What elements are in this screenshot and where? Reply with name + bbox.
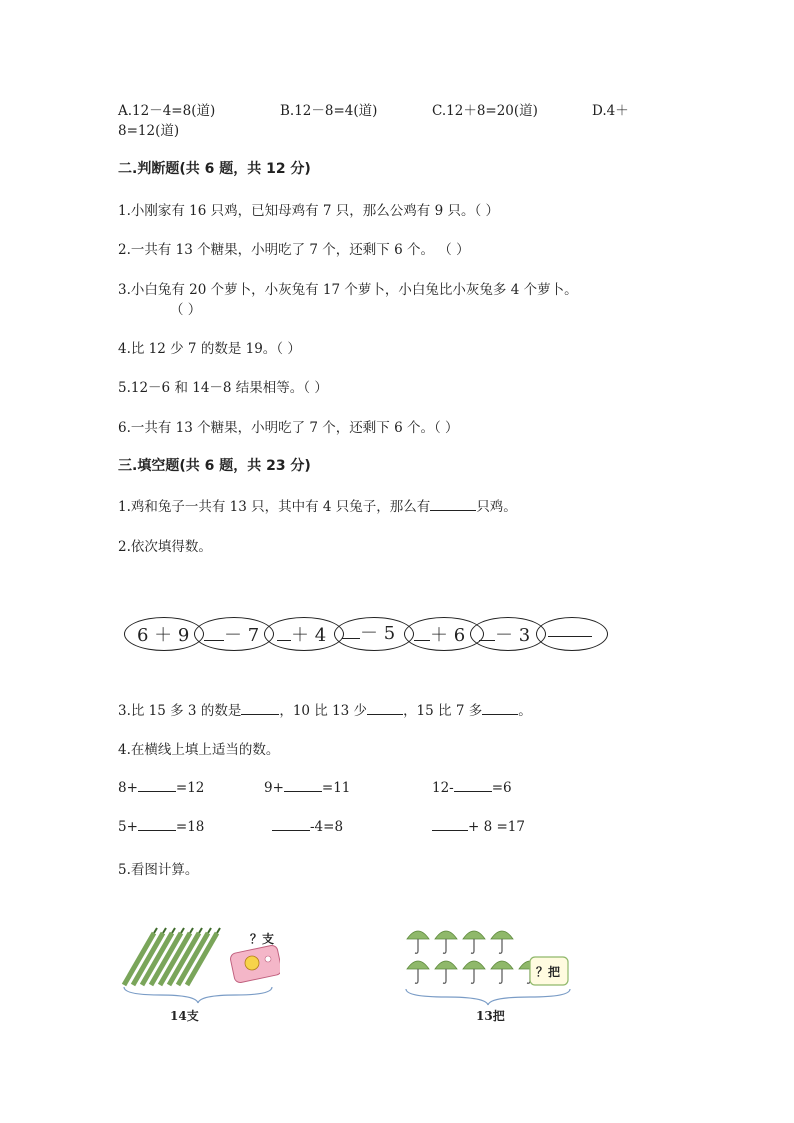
chain-step-2 — [277, 621, 326, 647]
umbrella-icon — [435, 931, 457, 939]
fill-question-1 — [118, 495, 517, 515]
umbrella-icon — [491, 931, 513, 939]
chain-result — [548, 621, 592, 642]
equation-6-right: + 8 =17 — [468, 819, 525, 835]
fill-question-1-tail: 只鸡。 — [476, 499, 517, 515]
equation-5-right: -4=8 — [310, 819, 344, 835]
answer-blank[interactable] — [367, 702, 403, 715]
option-d: D.4＋ — [592, 103, 629, 119]
answer-blank[interactable] — [277, 626, 291, 641]
picture-umbrellas — [402, 925, 577, 1025]
judgement-question-1: 1.小刚家有 16 只鸡，已知母鸡有 7 只，那么公鸡有 9 只。（ ） — [118, 203, 500, 219]
judgement-question-3-paren: （ ） — [170, 302, 202, 318]
option-d-continued: 8=12(道) — [118, 123, 180, 139]
chain-step-5 — [479, 621, 530, 647]
answer-blank[interactable] — [454, 779, 492, 792]
answer-blank[interactable] — [482, 702, 518, 715]
equation-4 — [118, 818, 204, 835]
pencil-tip-icon — [208, 928, 211, 933]
equation-1-left: 8+ — [118, 780, 138, 796]
fill-question-1-text: 1.鸡和兔子一共有 13 只，其中有 4 只兔子，那么有 — [118, 499, 431, 515]
equation-2-right: =11 — [321, 780, 351, 796]
equation-5 — [272, 818, 343, 835]
fill-question-2: 2.依次填得数。 — [118, 539, 212, 555]
equation-4-left: 5+ — [118, 819, 138, 835]
pencil-unknown-label: ？支 — [250, 932, 275, 946]
pencil-tip-icon — [154, 928, 157, 933]
fill-question-5: 5.看图计算。 — [118, 862, 199, 878]
equation-1-right: =12 — [175, 780, 205, 796]
judgement-question-6: 6.一共有 13 个糖果，小明吃了 7 个，还剩下 6 个。（ ） — [118, 420, 459, 436]
picture-pencils — [120, 925, 280, 1025]
judgement-question-2: 2.一共有 13 个糖果，小明吃了 7 个，还剩下 6 个。 （ ） — [118, 242, 470, 258]
equation-2 — [264, 779, 350, 796]
judgement-question-5: 5.12－6 和 14－8 结果相等。（ ） — [118, 380, 328, 396]
umbrella-icon — [435, 961, 457, 969]
chain-start: 6 ＋ 9 — [137, 625, 190, 646]
answer-blank[interactable] — [432, 818, 468, 831]
chain-step-3 — [342, 619, 395, 645]
equation-6 — [432, 818, 525, 835]
chain-op-1: － 7 — [224, 625, 260, 646]
umbrella-set-icon — [407, 931, 541, 983]
umbrella-handle-icon — [415, 969, 418, 983]
section-title-judgement: 二.判断题(共 6 题，共 12 分) — [118, 161, 311, 177]
pencil-tip-icon — [217, 928, 220, 933]
answer-blank[interactable] — [138, 779, 176, 792]
fill-question-3-part-b: ，10 比 13 少 — [279, 703, 368, 719]
answer-blank[interactable] — [479, 626, 495, 641]
answer-blank[interactable] — [548, 622, 592, 637]
pencil-tip-icon — [181, 928, 184, 933]
fill-question-3 — [118, 699, 532, 719]
pencil-tip-icon — [199, 928, 202, 933]
chain-step-1 — [204, 621, 259, 647]
umbrella-icon — [407, 931, 429, 939]
equation-1 — [118, 779, 204, 796]
umbrella-handle-icon — [443, 939, 446, 953]
answer-blank[interactable] — [204, 626, 224, 641]
umbrella-icon — [407, 961, 429, 969]
option-c: C.12＋8=20(道) — [432, 103, 538, 119]
answer-blank[interactable] — [138, 818, 176, 831]
option-a: A.12－4=8(道) — [118, 103, 216, 119]
brace-icon — [124, 987, 272, 1003]
chain-op-5: － 3 — [495, 625, 531, 646]
judgement-question-3: 3.小白兔有 20 个萝卜，小灰兔有 17 个萝卜，小白兔比小灰兔多 4 个萝卜。 — [118, 282, 578, 298]
umbrella-handle-icon — [443, 969, 446, 983]
answer-blank[interactable] — [284, 779, 322, 792]
answer-blank[interactable] — [430, 498, 476, 511]
equation-3-left: 12- — [432, 780, 454, 796]
brace-icon — [406, 989, 570, 1005]
equation-3-right: =6 — [491, 780, 512, 796]
answer-blank[interactable] — [342, 624, 360, 639]
fill-question-3-part-a: 3.比 15 多 3 的数是 — [118, 703, 242, 719]
umbrella-icon — [491, 961, 513, 969]
cartoon-face-icon — [245, 956, 259, 970]
option-b: B.12－8=4(道) — [280, 103, 378, 119]
equation-4-right: =18 — [175, 819, 205, 835]
answer-blank[interactable] — [272, 818, 310, 831]
umbrella-unknown-label: ？把 — [536, 965, 561, 979]
umbrella-handle-icon — [499, 969, 502, 983]
pencil-total-label: 14支 — [170, 1009, 199, 1023]
answer-blank[interactable] — [241, 702, 279, 715]
chain-op-2: ＋ 4 — [291, 625, 327, 646]
pencil-tip-icon — [190, 928, 193, 933]
umbrella-handle-icon — [415, 939, 418, 953]
pencil-bundle-icon — [124, 928, 220, 985]
umbrella-handle-icon — [471, 969, 474, 983]
fill-question-4: 4.在横线上填上适当的数。 — [118, 742, 280, 758]
umbrella-handle-icon — [499, 939, 502, 953]
judgement-question-4: 4.比 12 少 7 的数是 19。（ ） — [118, 341, 301, 357]
equation-2-left: 9+ — [264, 780, 284, 796]
chain-op-4: ＋ 6 — [430, 625, 466, 646]
pencil-tip-icon — [172, 928, 175, 933]
chain-step-4 — [414, 621, 465, 647]
fill-question-3-part-c: ，15 比 7 多 — [403, 703, 483, 719]
fill-question-3-part-d: 。 — [518, 703, 532, 719]
equation-3 — [432, 779, 512, 796]
umbrella-total-label: 13把 — [476, 1009, 505, 1023]
section-title-fill-blank: 三.填空题(共 6 题，共 23 分) — [118, 458, 311, 474]
answer-blank[interactable] — [414, 626, 430, 641]
umbrella-handle-icon — [471, 939, 474, 953]
umbrella-icon — [463, 931, 485, 939]
umbrella-icon — [463, 961, 485, 969]
chain-op-3: － 5 — [360, 623, 396, 644]
pencil-tip-icon — [163, 928, 166, 933]
